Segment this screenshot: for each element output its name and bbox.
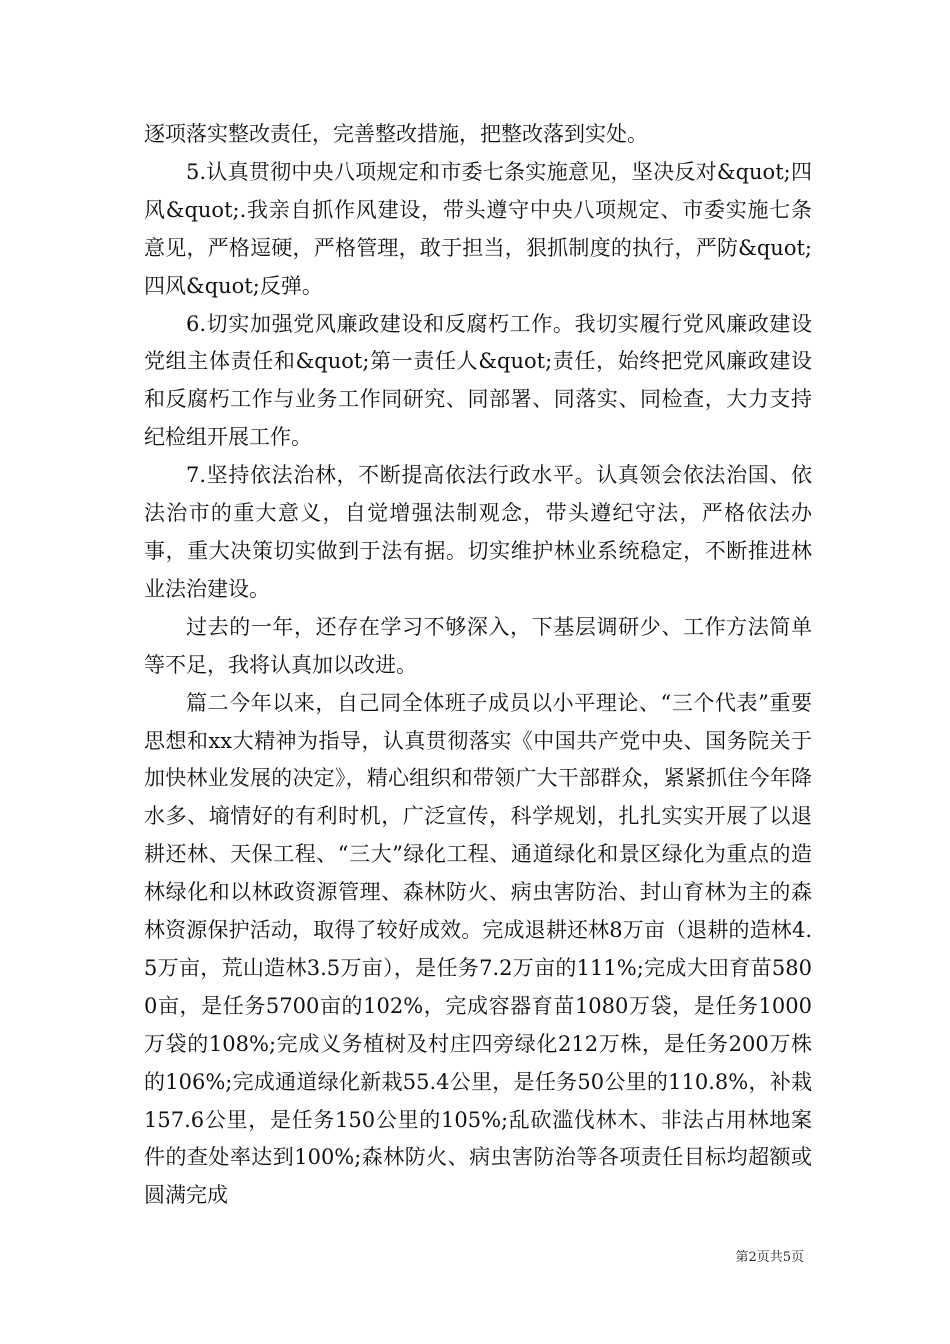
paragraph-shortcomings: 过去的一年，还存在学习不够深入，下基层调研少、工作方法简单等不足，我将认真加以改进。 [144, 614, 812, 677]
document-body [144, 116, 812, 1215]
paragraph-item-6: 6.切实加强党风廉政建设和反腐朽工作。我切实履行党风廉政建设党组主体责任和&quot;第一责任人&quot;责任，始终把党风廉政建设和反腐朽工作与业务工作同研究、同部署、同落实、同检查，大力支持纪检组开展工作。 [144, 311, 812, 450]
paragraph-continuation: 逐项落实整改责任，完善整改措施，把整改落到实处。 [144, 122, 648, 146]
paragraph-part-two: 篇二今年以来，自己同全体班子成员以小平理论、“三个代表”重要思想和xx大精神为指导，认真贯彻落实《中国共产党中央、国务院关于加快林业发展的决定》，精心组织和带领广大干部群众，紧紧抓住今年降水多、墒情好的有利时机，广泛宣传，科学规划，扎扎实实开展了以退耕还林、天保工程、“三大”绿化工程、通道绿化和景区绿化为重点的造林绿化和以林政资源管理、森林防火、病虫害防治、封山育林为主的森林资源保护活动，取得了较好成效。完成退耕还林8万亩（退耕的造林4.5万亩，荒山造林3.5万亩），是任务7.2万亩的111%;完成大田育苗5800亩，是任务5700亩的102%，完成容器育苗1080万袋，是任务1000万袋的108%;完成义务植树及村庄四旁绿化212万株，是任务200万株的106%;完成通道绿化新栽55.4公里，是任务50公里的110.8%，补栽157.6公里，是任务150公里的105%;乱砍滥伐林木、非法占用林地案件的查处率达到100%;森林防火、病虫害防治等各项责任目标均超额或圆满完成 [144, 690, 812, 1208]
paragraph-item-7: 7.坚持依法治林，不断提高依法行政水平。认真领会依法治国、依法治市的重大意义，自觉增强法制观念，带头遵纪守法，严格依法办事，重大决策切实做到于法有据。切实维护林业系统稳定，不断推进林业法治建设。 [144, 463, 812, 601]
paragraph-item-5: 5.认真贯彻中央八项规定和市委七条实施意见，坚决反对&quot;四风&quot;.我亲自抓作风建设，带头遵守中央八项规定、市委实施七条意见，严格逗硬，严格管理，敢于担当，狠抓制度的执行，严防&quot;四风&quot;反弹。 [144, 159, 812, 298]
page-number: 第2页共5页 [735, 1250, 804, 1265]
